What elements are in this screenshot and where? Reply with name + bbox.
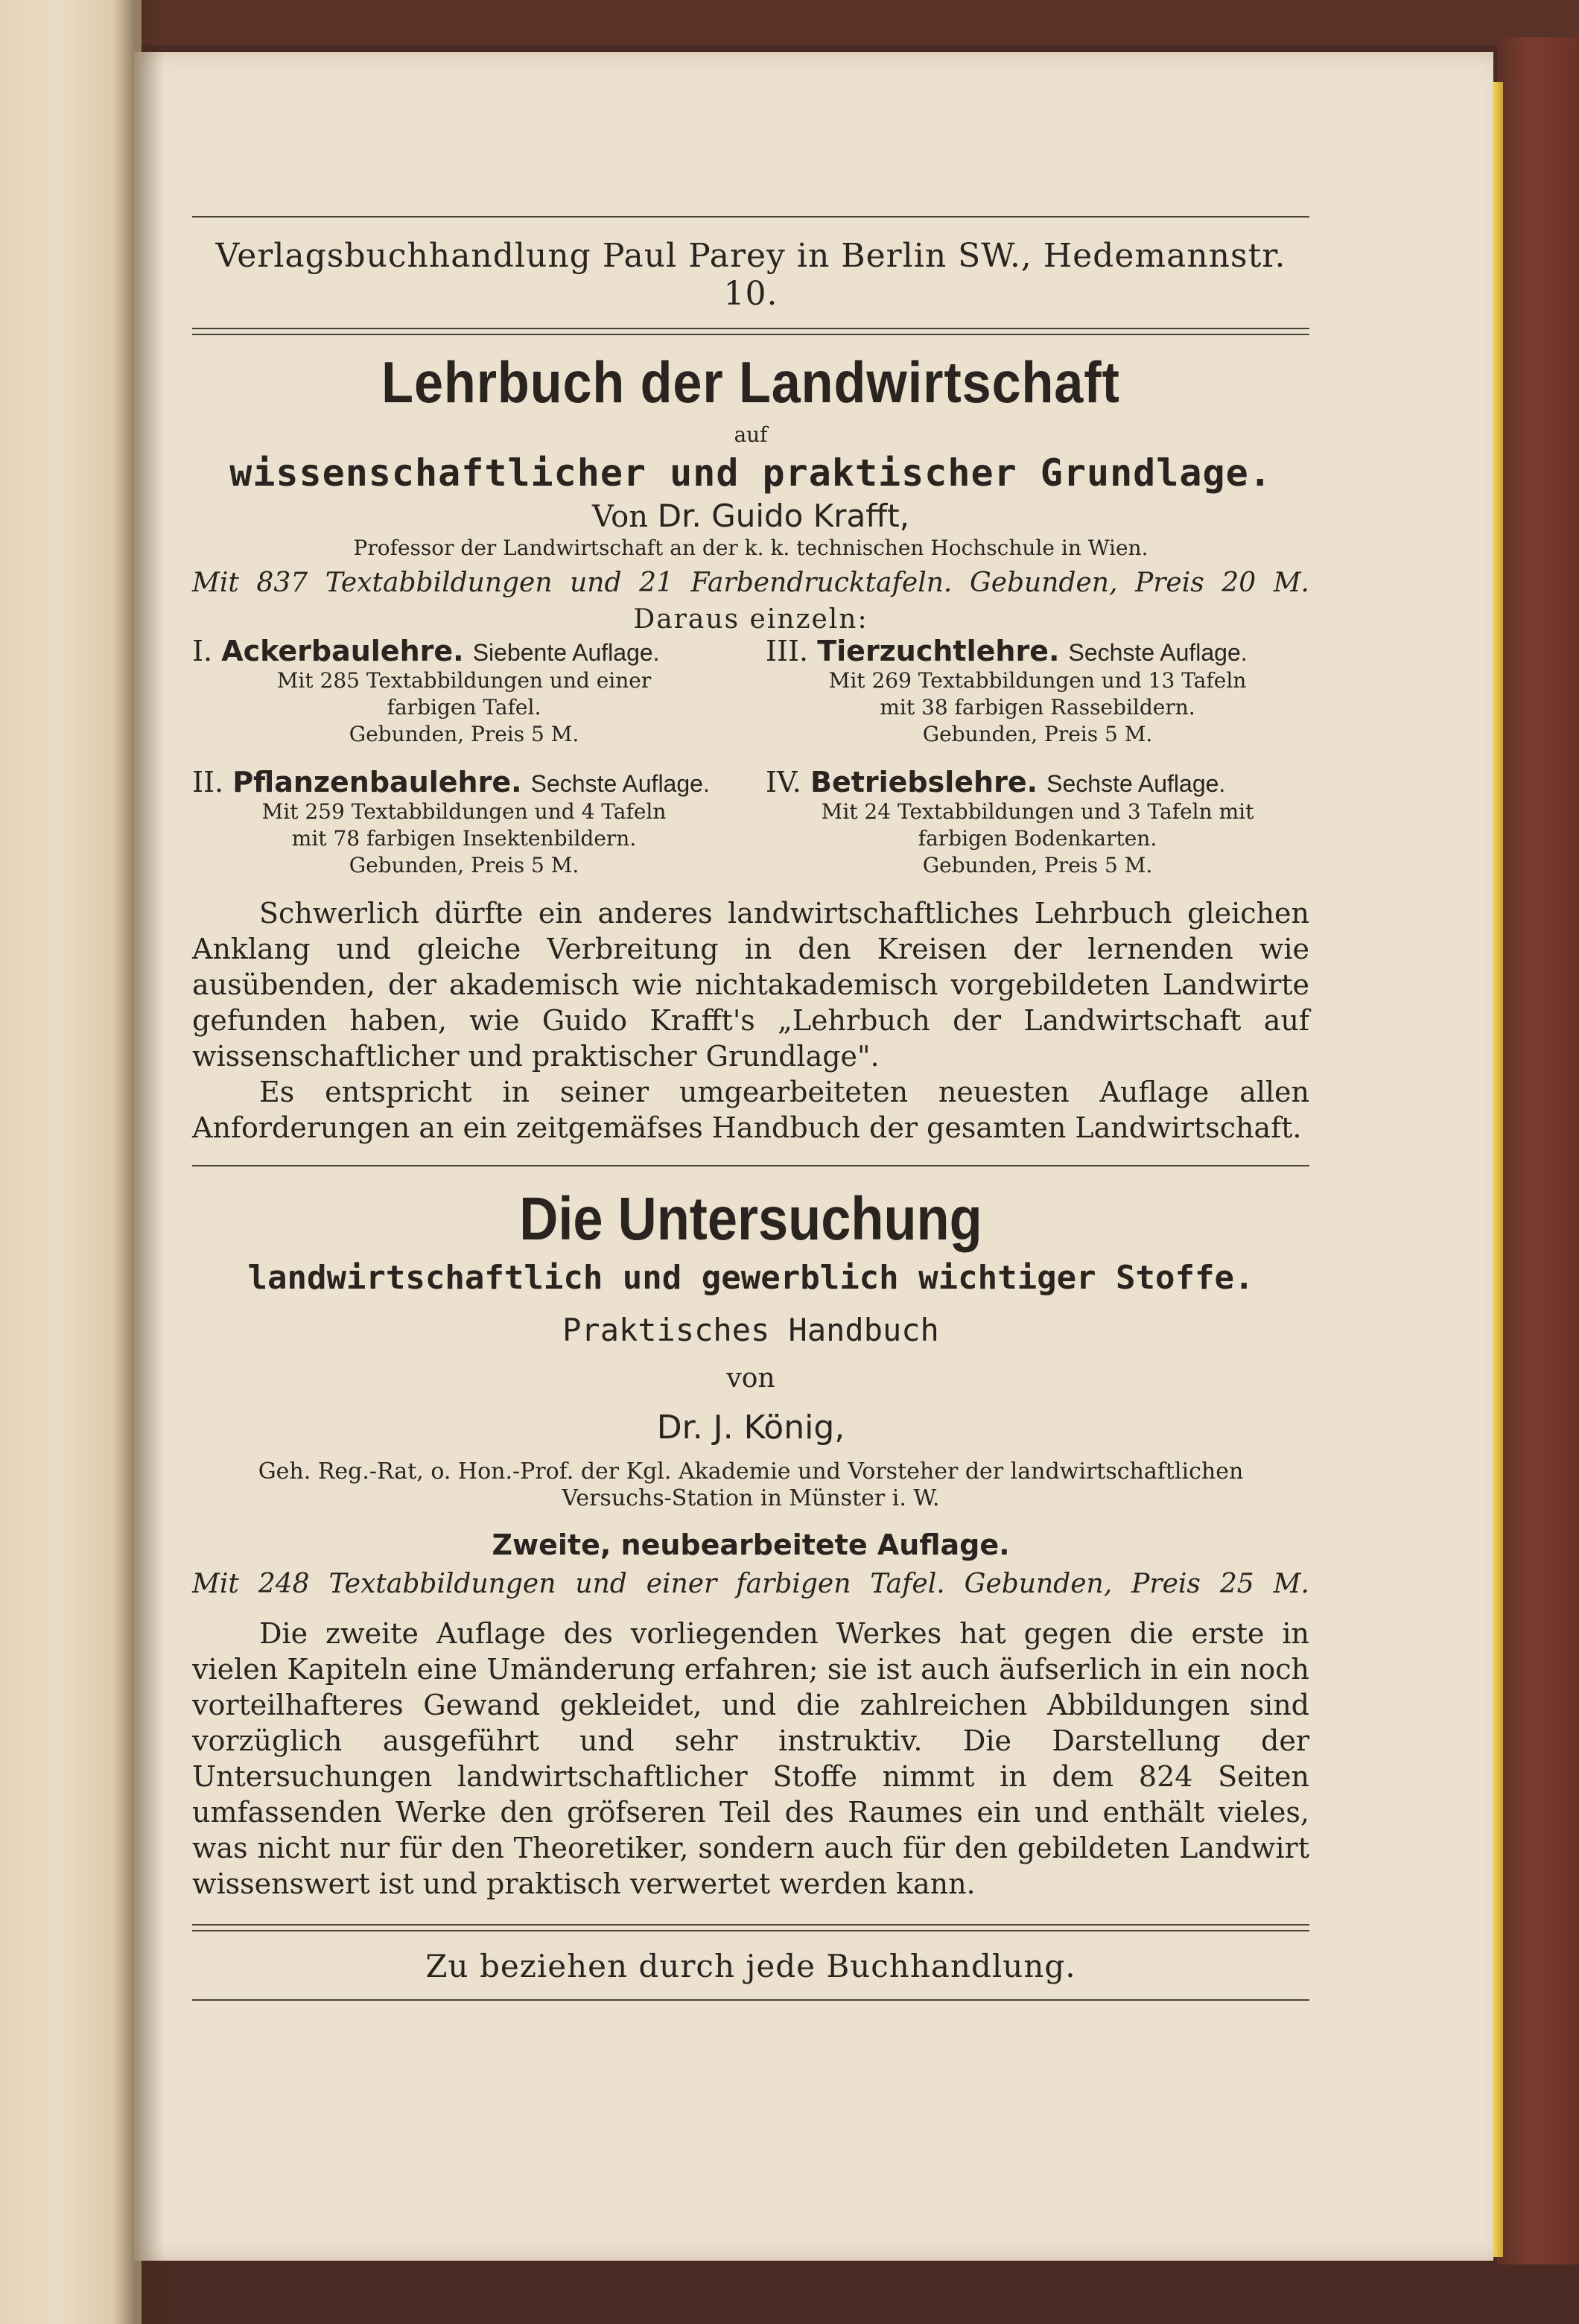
volume-line: farbigen Tafel. <box>387 695 541 720</box>
volume-price: Gebunden, Preis 5 M. <box>922 853 1153 877</box>
volume-item <box>766 635 1309 748</box>
volume-line: Mit 269 Textabbildungen und 13 Tafeln <box>828 668 1247 693</box>
book1-author-prefix: Von <box>591 500 649 534</box>
volume-title <box>192 766 736 799</box>
book2-details: Mit 248 Textabbildungen und einer farbigen Tafel. Gebunden, Preis 25 M. <box>192 1569 1309 1599</box>
volume-number: II. <box>192 766 224 799</box>
volume-line: Mit 259 Textabbildungen und 4 Tafeln <box>261 799 667 824</box>
book1-title: Lehrbuch der Landwirtschaft <box>381 349 1120 415</box>
book1-daraus: Daraus einzeln: <box>633 604 868 635</box>
book1-description: Schwerlich dürfte ein anderes landwirtschaftliches Lehrbuch gleichen Anklang und gleiche Verbreitung in den Kreisen der lernenden wie ausübenden, der akademisch wie nichtakademisch vorgebildeten Landwirte gefunden haben, wie Guido Krafft's „Lehrbuch der Landwirtschaft auf wissenschaftlicher und praktischer Grundlage". <box>192 897 1309 1073</box>
volume-title <box>766 766 1309 799</box>
volume-edition: Siebente Auflage. <box>472 639 660 666</box>
book2-edition: Zweite, neubearbeitete Auflage. <box>492 1528 1010 1561</box>
volume-name: Betriebslehre. <box>810 766 1038 799</box>
book1-details: Mit 837 Textabbildungen und 21 Farbendrucktafeln. Gebunden, Preis 20 M. <box>192 568 1309 598</box>
volume-name: Pflanzenbaulehre. <box>232 766 522 799</box>
book-cover-edge <box>1497 37 1579 2264</box>
volume-item <box>192 635 736 748</box>
volume-price: Gebunden, Preis 5 M. <box>349 853 579 877</box>
volume-item <box>192 766 736 879</box>
book2-affiliation <box>192 1458 1309 1512</box>
volume-line: farbigen Bodenkarten. <box>918 826 1157 851</box>
volume-number: I. <box>192 635 213 667</box>
book1-description-2: Es entspricht in seiner umgearbeiteten neuesten Auflage allen Anforderungen an ein zeitgemäfses Handbuch der gesamten Landwirtschaft. <box>192 1076 1309 1144</box>
footer-note: Zu beziehen durch jede Buchhandlung. <box>425 1948 1076 1984</box>
book2-genre: Praktisches Handbuch <box>562 1312 939 1348</box>
page-content <box>192 216 1309 2001</box>
book-cover-top <box>112 0 1579 45</box>
volume-edition: Sechste Auflage. <box>530 770 710 797</box>
volume-name: Ackerbaulehre. <box>221 635 464 667</box>
volume-line: mit 78 farbigen Insektenbildern. <box>291 826 637 851</box>
book1-auf: auf <box>734 422 768 447</box>
volume-edition: Sechste Auflage. <box>1068 639 1248 666</box>
volume-number: III. <box>766 635 809 667</box>
section-divider <box>192 1165 1309 1166</box>
footer-rule-bottom <box>192 1999 1309 2001</box>
volume-name: Tierzuchtlehre. <box>817 635 1060 667</box>
volume-edition: Sechste Auflage. <box>1046 770 1226 797</box>
page-gutter-shadow <box>112 0 164 2324</box>
footer-rule-top <box>192 1924 1309 1931</box>
volume-price: Gebunden, Preis 5 M. <box>922 722 1153 746</box>
book2-author: Dr. J. König, <box>656 1409 845 1447</box>
volume-line: Mit 285 Textabbildungen und einer <box>276 668 652 693</box>
book2-affiliation-line: Geh. Reg.-Rat, o. Hon.-Prof. der Kgl. Akademie und Vorsteher der landwirtschaftlichen <box>258 1458 1244 1485</box>
book1-subtitle: wissenschaftlicher und praktischer Grundlage. <box>229 451 1272 495</box>
publisher-header: Verlagsbuchhandlung Paul Parey in Berlin SW., Hedemannstr. 10. <box>215 237 1286 313</box>
book2-description: Die zweite Auflage des vorliegenden Werkes hat gegen die erste in vielen Kapiteln eine Umänderung erfahren; sie ist auch äufserlich in ein noch vorteilhafteres Gewand gekleidet, und die zahlreichen Abbildungen sind vorzüglich ausgeführt und sehr instruktiv. Die Darstellung der Untersuchungen landwirtschaftlicher Stoffe nimmt in dem 824 Seiten umfassenden Werke den gröfseren Teil des Raumes ein und enthält vieles, was nicht nur für den Theoretiker, sondern auch für den gebildeten Landwirt wissenswert ist und praktisch verwertet werden kann. <box>192 1617 1309 1900</box>
header-rule-bottom <box>192 328 1309 335</box>
book1-author-role: Professor der Landwirtschaft an der k. k. technischen Hochschule in Wien. <box>353 536 1148 560</box>
book1-volumes <box>192 635 1309 879</box>
volume-number: IV. <box>766 766 801 799</box>
header-rule-top <box>192 216 1309 218</box>
book2-von: von <box>726 1363 775 1394</box>
book2-affiliation-line: Versuchs-Station in Münster i. W. <box>562 1485 940 1511</box>
volume-item <box>766 766 1309 879</box>
book1-author-name: Dr. Guido Krafft, <box>657 498 910 534</box>
volume-price: Gebunden, Preis 5 M. <box>349 722 579 746</box>
book2-title: Die Untersuchung <box>519 1185 982 1253</box>
volume-title <box>192 635 736 667</box>
volume-title <box>766 635 1309 667</box>
advertisement-page <box>134 52 1493 2261</box>
book2-subtitle: landwirtschaftlich und gewerblich wichtiger Stoffe. <box>247 1259 1254 1297</box>
book1-author <box>192 498 1309 534</box>
volume-line: Mit 24 Textabbildungen und 3 Tafeln mit <box>821 799 1254 824</box>
volume-line: mit 38 farbigen Rassebildern. <box>880 695 1195 720</box>
